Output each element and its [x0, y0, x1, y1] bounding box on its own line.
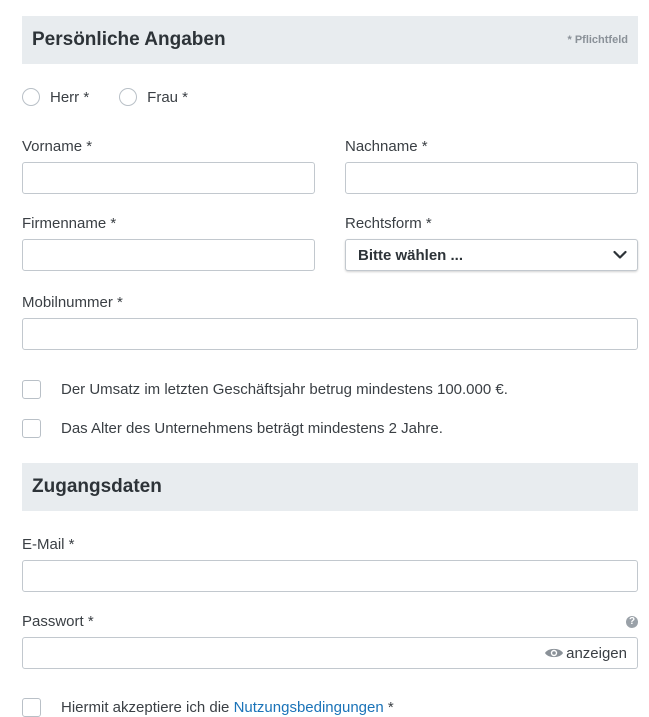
company-input[interactable]: [22, 239, 315, 271]
terms-label: [61, 699, 394, 716]
required-field-note: * Pflichtfeld: [567, 34, 628, 46]
first-name-field: [22, 137, 92, 157]
mobile-label: Mobilnummer *: [22, 294, 123, 311]
legal-form-select[interactable]: [345, 239, 638, 271]
salutation-herr-option[interactable]: [22, 88, 89, 106]
terms-suffix: *: [387, 699, 394, 716]
revenue-check-label: Der Umsatz im letzten Geschäftsjahr betrug mindestens 100.000 €.: [61, 381, 508, 398]
company-field: [22, 214, 116, 234]
eye-icon: [544, 646, 564, 660]
personal-section-title: Persönliche Angaben: [32, 29, 226, 50]
help-icon[interactable]: ?: [626, 616, 638, 628]
last-name-label: Nachname *: [345, 138, 428, 155]
company-age-checkbox[interactable]: [22, 419, 41, 438]
revenue-check-row[interactable]: [22, 380, 508, 399]
mobile-input[interactable]: [22, 318, 638, 350]
password-field: [22, 612, 94, 632]
password-label: Passwort *: [22, 613, 94, 630]
company-age-check-label: Das Alter des Unternehmens beträgt mindestens 2 Jahre.: [61, 420, 443, 437]
radio-frau[interactable]: [119, 88, 137, 106]
show-password-label: anzeigen: [566, 644, 627, 662]
salutation-radio-group: [22, 88, 188, 106]
first-name-input[interactable]: [22, 162, 315, 194]
terms-prefix: Hiermit akzeptiere ich die: [61, 699, 230, 716]
radio-frau-label: Frau *: [147, 88, 189, 106]
terms-link[interactable]: Nutzungsbedingungen: [233, 699, 384, 716]
revenue-checkbox[interactable]: [22, 380, 41, 399]
personal-section-header: [22, 16, 638, 64]
legal-form-field: [345, 214, 432, 234]
first-name-label: Vorname *: [22, 138, 93, 155]
company-label: Firmenname *: [22, 215, 117, 232]
legal-form-selected-value: Bitte wählen ...: [358, 246, 464, 264]
salutation-frau-option[interactable]: [119, 88, 188, 106]
chevron-down-icon: [613, 250, 627, 260]
radio-herr[interactable]: [22, 88, 40, 106]
last-name-field: [345, 137, 428, 157]
show-password-toggle[interactable]: [544, 638, 627, 668]
password-input[interactable]: [22, 637, 638, 669]
email-input[interactable]: [22, 560, 638, 592]
terms-check-row[interactable]: [22, 698, 394, 717]
email-field: [22, 535, 75, 555]
legal-form-label: Rechtsform *: [345, 215, 432, 232]
mobile-field: [22, 293, 123, 313]
terms-checkbox[interactable]: [22, 698, 41, 717]
last-name-input[interactable]: [345, 162, 638, 194]
company-age-check-row[interactable]: [22, 419, 443, 438]
radio-herr-label: Herr *: [50, 88, 90, 106]
access-section-title: Zugangsdaten: [32, 476, 162, 497]
email-label: E-Mail *: [22, 536, 75, 553]
access-section-header: [22, 463, 638, 511]
